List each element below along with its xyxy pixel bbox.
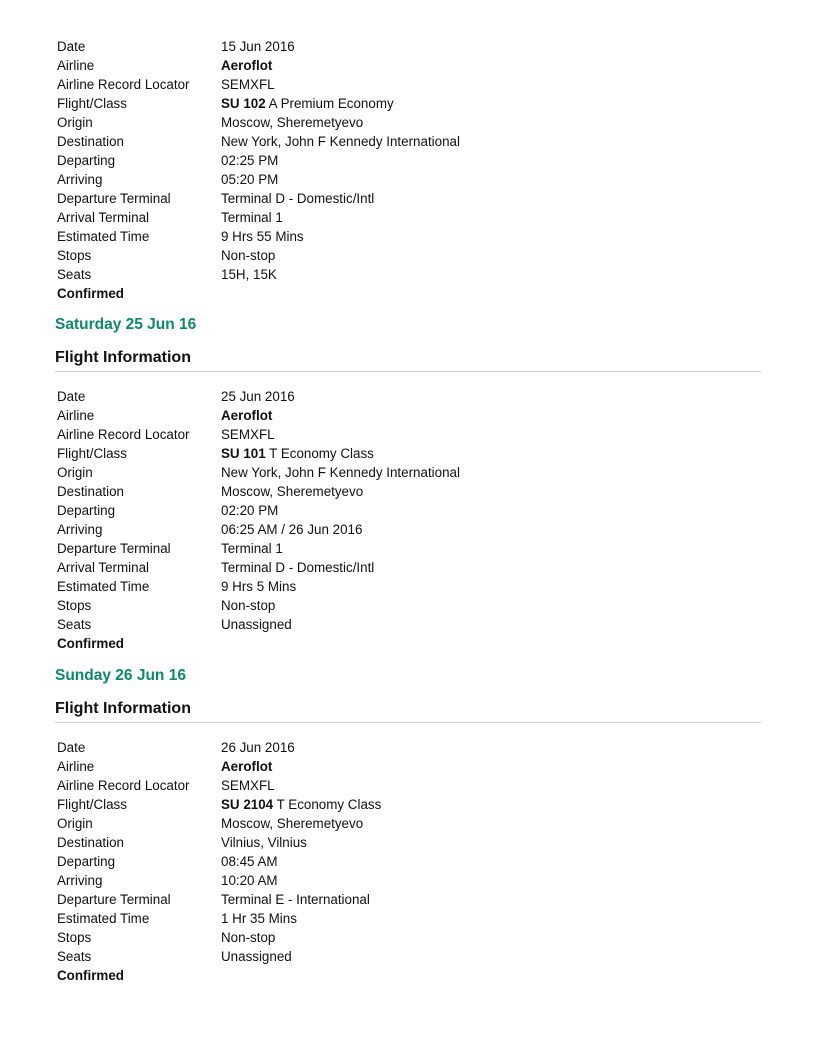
flight-class-label: Flight/Class	[57, 446, 127, 461]
arrival-terminal-row	[57, 558, 757, 577]
date-value: 26 Jun 2016	[221, 740, 295, 755]
departure-terminal-value: Terminal 1	[221, 541, 283, 556]
cabin-class: T Economy Class	[276, 797, 382, 812]
estimated-time-value: 1 Hr 35 Mins	[221, 911, 297, 926]
seats-label: Seats	[57, 949, 92, 964]
date-value: 25 Jun 2016	[221, 389, 295, 404]
flight-class-value	[221, 795, 757, 814]
destination-value: Vilnius, Vilnius	[221, 835, 307, 850]
estimated-time-label: Estimated Time	[57, 579, 150, 594]
stops-row	[57, 596, 757, 615]
origin-value: New York, John F Kennedy International	[221, 465, 460, 480]
flight-class-label: Flight/Class	[57, 797, 127, 812]
seats-label: Seats	[57, 267, 92, 282]
departing-label: Departing	[57, 503, 116, 518]
airline-value: Aeroflot	[221, 759, 273, 774]
seats-row	[57, 265, 757, 284]
seats-row	[57, 615, 757, 634]
date-value: 15 Jun 2016	[221, 39, 295, 54]
record-locator-label: Airline Record Locator	[57, 427, 190, 442]
destination-value: New York, John F Kennedy International	[221, 134, 460, 149]
departing-label: Departing	[57, 854, 116, 869]
arrival-terminal-value: Terminal 1	[221, 210, 283, 225]
departing-label: Departing	[57, 153, 116, 168]
destination-value: Moscow, Sheremetyevo	[221, 484, 364, 499]
arriving-row	[57, 871, 757, 890]
seats-value: Unassigned	[221, 949, 292, 964]
origin-label: Origin	[57, 115, 93, 130]
flight-class-label: Flight/Class	[57, 96, 127, 111]
flight-class-row	[57, 795, 757, 814]
cabin-class: A Premium Economy	[268, 96, 394, 111]
airline-row	[57, 757, 757, 776]
flight-number: SU 101	[221, 446, 266, 461]
arriving-row	[57, 170, 757, 189]
arriving-label: Arriving	[57, 172, 103, 187]
stops-value: Non-stop	[221, 598, 276, 613]
stops-label: Stops	[57, 598, 92, 613]
section-heading-3: Flight Information	[55, 699, 761, 723]
date-label: Date	[57, 389, 86, 404]
origin-value: Moscow, Sheremetyevo	[221, 816, 364, 831]
flight-details-3	[57, 738, 757, 985]
arrival-terminal-label: Arrival Terminal	[57, 560, 150, 575]
cabin-class: T Economy Class	[269, 446, 374, 461]
flight-class-value	[221, 444, 757, 463]
departure-terminal-value: Terminal E - International	[221, 892, 370, 907]
booking-status: Confirmed	[57, 636, 124, 651]
origin-value: Moscow, Sheremetyevo	[221, 115, 364, 130]
flight-class-row	[57, 94, 757, 113]
record-locator-label: Airline Record Locator	[57, 77, 190, 92]
departing-row	[57, 151, 757, 170]
arriving-value: 10:20 AM	[221, 873, 278, 888]
destination-row	[57, 833, 757, 852]
date-label: Date	[57, 740, 86, 755]
estimated-time-value: 9 Hrs 5 Mins	[221, 579, 297, 594]
departure-terminal-label: Departure Terminal	[57, 541, 171, 556]
estimated-time-row	[57, 909, 757, 928]
departing-value: 02:25 PM	[221, 153, 279, 168]
arrival-terminal-label: Arrival Terminal	[57, 210, 150, 225]
departing-value: 02:20 PM	[221, 503, 279, 518]
origin-label: Origin	[57, 816, 93, 831]
destination-label: Destination	[57, 134, 124, 149]
departing-row	[57, 501, 757, 520]
stops-label: Stops	[57, 930, 92, 945]
seats-row	[57, 947, 757, 966]
estimated-time-label: Estimated Time	[57, 229, 150, 244]
record-locator-value: SEMXFL	[221, 427, 275, 442]
departing-row	[57, 852, 757, 871]
date-row	[57, 387, 757, 406]
origin-label: Origin	[57, 465, 93, 480]
record-locator-label: Airline Record Locator	[57, 778, 190, 793]
departing-value: 08:45 AM	[221, 854, 278, 869]
flight-class-value	[221, 94, 757, 113]
date-row	[57, 738, 757, 757]
estimated-time-row	[57, 227, 757, 246]
airline-value: Aeroflot	[221, 58, 273, 73]
record-locator-row	[57, 75, 757, 94]
arriving-label: Arriving	[57, 522, 103, 537]
airline-row	[57, 56, 757, 75]
departure-terminal-value: Terminal D - Domestic/Intl	[221, 191, 375, 206]
seats-label: Seats	[57, 617, 92, 632]
airline-row	[57, 406, 757, 425]
departure-terminal-row	[57, 890, 757, 909]
flight-number: SU 2104	[221, 797, 274, 812]
airline-value: Aeroflot	[221, 408, 273, 423]
stops-value: Non-stop	[221, 930, 276, 945]
stops-value: Non-stop	[221, 248, 276, 263]
seats-value: Unassigned	[221, 617, 292, 632]
departure-terminal-row	[57, 189, 757, 208]
destination-label: Destination	[57, 835, 124, 850]
stops-label: Stops	[57, 248, 92, 263]
flight-details-1	[57, 37, 757, 303]
departure-terminal-label: Departure Terminal	[57, 191, 171, 206]
airline-label: Airline	[57, 58, 95, 73]
airline-label: Airline	[57, 759, 95, 774]
record-locator-value: SEMXFL	[221, 77, 275, 92]
destination-row	[57, 132, 757, 151]
estimated-time-row	[57, 577, 757, 596]
arrival-terminal-value: Terminal D - Domestic/Intl	[221, 560, 375, 575]
record-locator-row	[57, 425, 757, 444]
section-heading-2: Flight Information	[55, 348, 761, 372]
day-heading-2: Saturday 25 Jun 16	[55, 316, 197, 333]
date-label: Date	[57, 39, 86, 54]
record-locator-row	[57, 776, 757, 795]
origin-row	[57, 814, 757, 833]
booking-status: Confirmed	[57, 286, 124, 301]
estimated-time-label: Estimated Time	[57, 911, 150, 926]
departure-terminal-row	[57, 539, 757, 558]
flight-number: SU 102	[221, 96, 266, 111]
seats-value: 15H, 15K	[221, 267, 277, 282]
estimated-time-value: 9 Hrs 55 Mins	[221, 229, 304, 244]
arriving-row	[57, 520, 757, 539]
flight-class-row	[57, 444, 757, 463]
record-locator-value: SEMXFL	[221, 778, 275, 793]
arrival-terminal-row	[57, 208, 757, 227]
flight-details-2	[57, 387, 757, 653]
day-heading-3: Sunday 26 Jun 16	[55, 667, 186, 684]
origin-row	[57, 463, 757, 482]
arriving-value: 05:20 PM	[221, 172, 279, 187]
date-row	[57, 37, 757, 56]
destination-label: Destination	[57, 484, 124, 499]
origin-row	[57, 113, 757, 132]
arriving-label: Arriving	[57, 873, 103, 888]
airline-label: Airline	[57, 408, 95, 423]
destination-row	[57, 482, 757, 501]
stops-row	[57, 928, 757, 947]
booking-status: Confirmed	[57, 968, 124, 983]
arriving-value: 06:25 AM / 26 Jun 2016	[221, 522, 363, 537]
departure-terminal-label: Departure Terminal	[57, 892, 171, 907]
stops-row	[57, 246, 757, 265]
